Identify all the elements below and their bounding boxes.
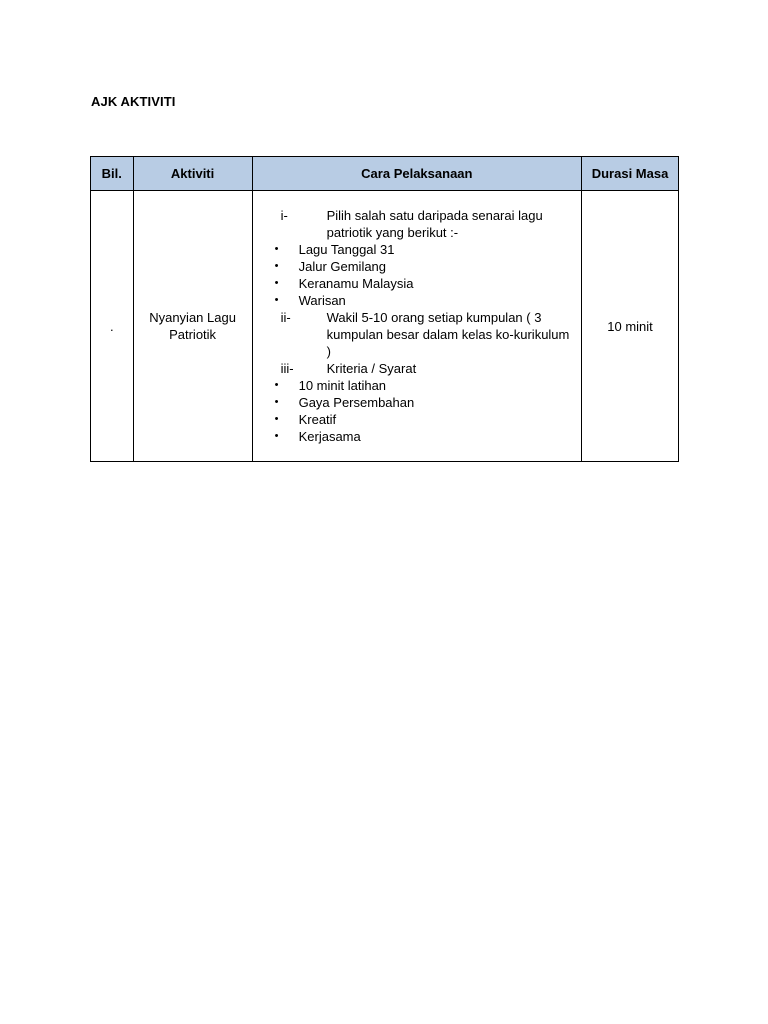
step-number: iii- xyxy=(280,361,294,376)
header-bil: Bil. xyxy=(91,157,134,191)
table-header-row xyxy=(91,157,679,191)
header-cara-pelaksanaan: Cara Pelaksanaan xyxy=(252,157,581,191)
list-item-text: Kreatif xyxy=(298,412,337,427)
bullet-icon: • xyxy=(274,243,279,255)
list-item-text: Gaya Persembahan xyxy=(298,395,415,410)
header-durasi-masa: Durasi Masa xyxy=(582,157,679,191)
list-item-text: 10 minit latihan xyxy=(298,378,387,393)
bullet-icon: • xyxy=(274,379,279,391)
list-item xyxy=(253,394,577,411)
step-text: Kriteria / Syarat xyxy=(326,361,417,376)
list-item-text: Keranamu Malaysia xyxy=(298,276,414,291)
bullet-icon: • xyxy=(274,413,279,425)
bullet-list xyxy=(253,377,577,445)
list-item xyxy=(253,377,577,394)
cell-aktiviti: Nyanyian Lagu Patriotik xyxy=(133,191,252,462)
list-item xyxy=(253,258,577,275)
step-text: Pilih salah satu daripada senarai lagu patriotik yang berikut :- xyxy=(326,208,543,240)
list-item xyxy=(253,275,577,292)
step-item xyxy=(253,207,577,241)
activity-table xyxy=(90,156,679,462)
list-item-text: Warisan xyxy=(298,293,346,308)
bullet-list xyxy=(253,241,577,309)
list-item xyxy=(253,292,577,309)
list-item-text: Kerjasama xyxy=(298,429,361,444)
list-item-text: Jalur Gemilang xyxy=(298,259,387,274)
bullet-icon: • xyxy=(274,294,279,306)
bullet-icon: • xyxy=(274,396,279,408)
list-item xyxy=(253,428,577,445)
table-row xyxy=(91,191,679,462)
bullet-icon: • xyxy=(274,260,279,272)
bullet-icon: • xyxy=(274,430,279,442)
list-item xyxy=(253,411,577,428)
step-number: i- xyxy=(280,208,288,223)
bullet-icon: • xyxy=(274,277,279,289)
cell-durasi-masa: 10 minit xyxy=(582,191,679,462)
list-item-text: Lagu Tanggal 31 xyxy=(298,242,395,257)
cell-cara-pelaksanaan xyxy=(252,191,581,462)
step-item xyxy=(253,309,577,360)
step-number: ii- xyxy=(280,310,291,325)
cell-bil: . xyxy=(91,191,134,462)
list-item xyxy=(253,241,577,258)
step-item xyxy=(253,360,577,377)
step-text: Wakil 5-10 orang setiap kumpulan ( 3 kumpulan besar dalam kelas ko-kurikulum ) xyxy=(326,310,570,359)
page-title: AJK AKTIVITI xyxy=(91,94,176,109)
header-aktiviti: Aktiviti xyxy=(133,157,252,191)
